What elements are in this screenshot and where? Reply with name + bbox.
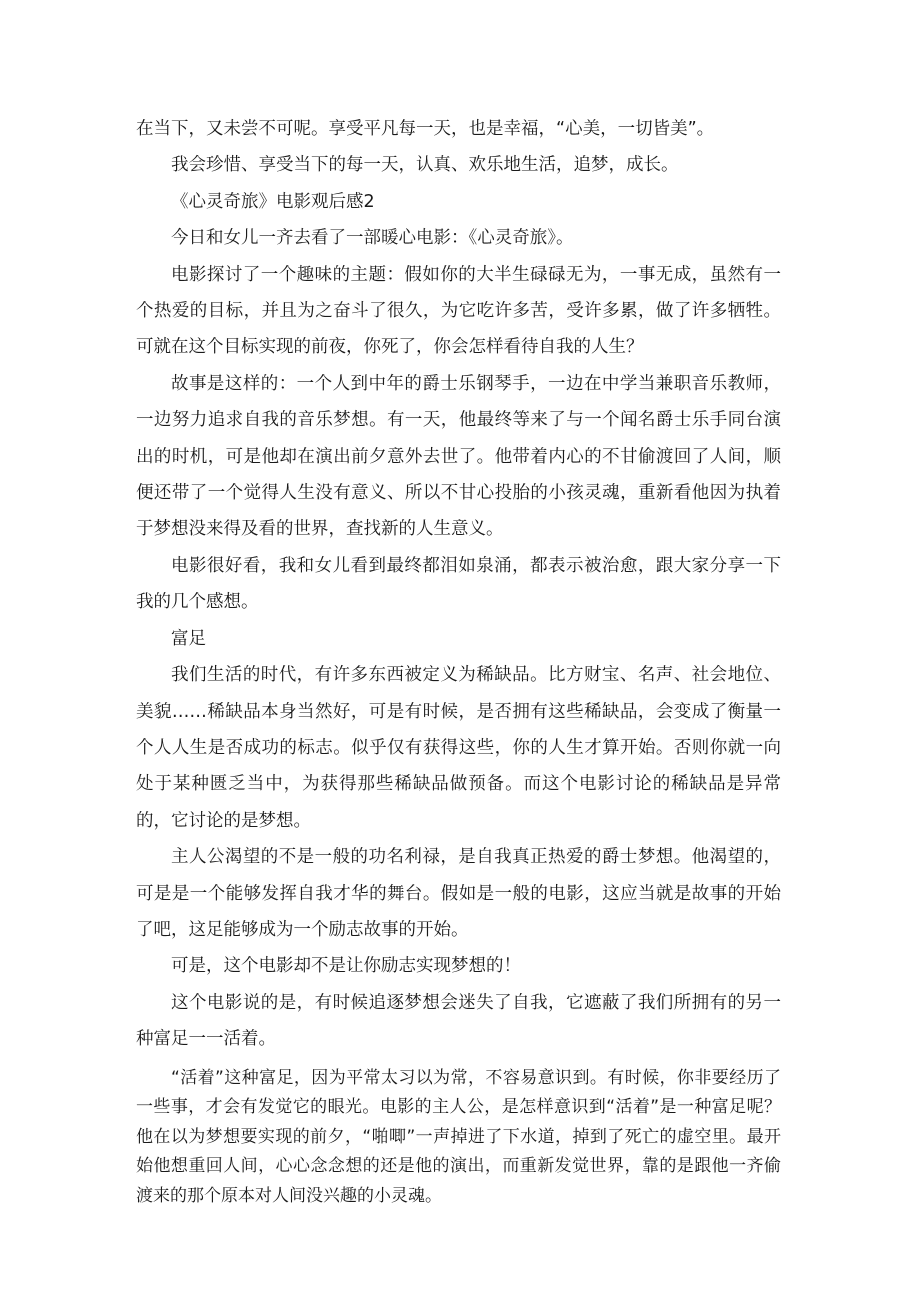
paragraph: 电影探讨了一个趣味的主题：假如你的大半生碌碌无为，一事无成，虽然有一个热爱的目标，并且为之奋斗了很久，为它吃许多苦，受许多累，做了许多牺牲。可就在这个目标实现的前夜，你死了，你会怎样看待自我的人生？ — [136, 264, 781, 358]
paragraph: “活着”这种富足，因为平常太习以为常，不容易意识到。有时候，你非要经历了一些事，才会有发觉它的眼光。电影的主人公，是怎样意识到“活着”是一种富足呢？他在以为梦想要实现的前夕，“啪唧”一声掉进了下水道，掉到了死亡的虚空里。最开始他想重回人间，心心念念想的还是他的演出，而重新发觉世界，靠的是跟他一齐偷渡来的那个原本对人间没兴趣的小灵魂。 — [136, 1067, 781, 1206]
paragraph: 可是，这个电影却不是让你励志实现梦想的！ — [171, 956, 521, 977]
paragraph: 我们生活的时代，有许多东西被定义为稀缺品。比方财宝、名声、社会地位、美貌……稀缺品本身当然好，可是有时候，是否拥有这些稀缺品，会变成了衡量一个人人生是否成功的标志。似乎仅有获得这些，你的人生才算开始。否则你就一向处于某种匮乏当中，为获得那些稀缺品做预备。而这个电影讨论的稀缺品是异常的，它讨论的是梦想。 — [136, 665, 781, 831]
paragraph: 主人公渴望的不是一般的功名利禄，是自我真正热爱的爵士梦想。他渴望的，可是是一个能够发挥自我才华的舞台。假如是一般的电影，这应当就是故事的开始了吧，这足能够成为一个励志故事的开始。 — [136, 847, 781, 940]
section-title: 《心灵奇旅》电影观后感2 — [171, 191, 375, 212]
paragraph: 故事是这样的：一个人到中年的爵士乐钢琴手，一边在中学当兼职音乐教师，一边努力追求自我的音乐梦想。有一天，他最终等来了与一个闻名爵士乐手同台演出的时机，可是他却在演出前夕意外去世了。他带着内心的不甘偷渡回了人间，顺便还带了一个觉得人生没有意义、所以不甘心投胎的小孩灵魂，重新看他因为执着于梦想没来得及看的世界，查找新的人生意义。 — [136, 373, 781, 540]
paragraph: 我会珍惜、享受当下的每一天，认真、欢乐地生活，追梦，成长。 — [171, 155, 679, 176]
paragraph: 这个电影说的是，有时候追逐梦想会迷失了自我，它遮蔽了我们所拥有的另一种富足一一活着。 — [136, 992, 781, 1050]
document-body — [136, 111, 781, 1211]
subheading: 富足 — [171, 628, 206, 649]
paragraph: 今日和女儿一齐去看了一部暖心电影：《心灵奇旅》。 — [171, 228, 574, 249]
paragraph: 电影很好看，我和女儿看到最终都泪如泉涌，都表示被治愈，跟大家分享一下我的几个感想。 — [136, 555, 781, 613]
paragraph-continued: 在当下，又未尝不可呢。享受平凡每一天，也是幸福，“心美，一切皆美”。 — [136, 119, 715, 139]
